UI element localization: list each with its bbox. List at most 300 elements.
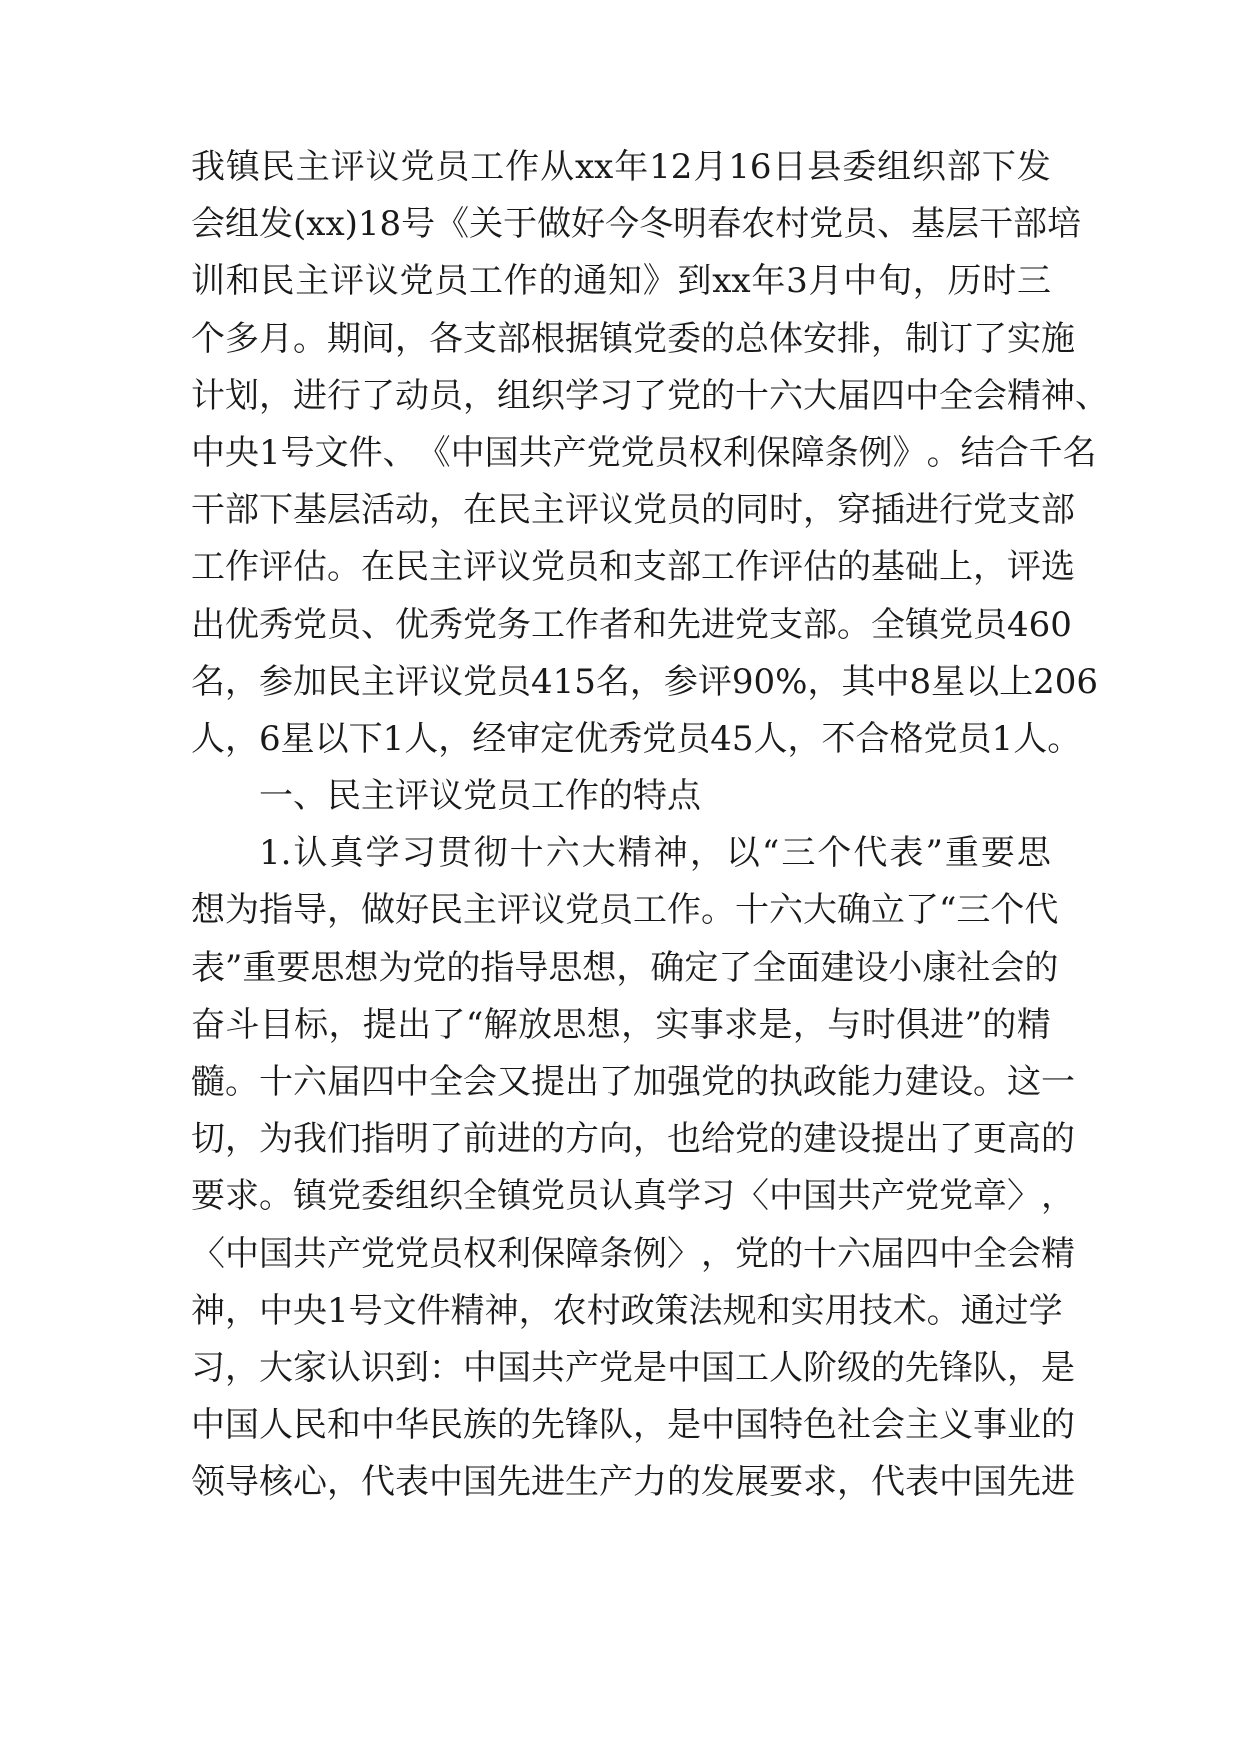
text-token: 是	[633, 1347, 667, 1388]
text-token: 上	[939, 547, 973, 588]
text-token: 党	[463, 604, 497, 645]
text-token: 时	[982, 261, 1017, 302]
text-token: 基	[911, 204, 946, 245]
text-token: 彻	[473, 833, 508, 874]
text-token: 部	[497, 318, 531, 359]
text-token: 员	[599, 890, 633, 931]
text-token: 党	[395, 1233, 429, 1274]
text-token: 部	[1013, 204, 1048, 245]
text-token: 个	[817, 833, 852, 874]
text-token: “	[465, 1004, 484, 1045]
text-token: 组	[395, 1176, 429, 1217]
text-token: 进	[531, 1462, 565, 1503]
text-token: 时	[861, 1004, 896, 1045]
text-token: 党	[599, 1347, 633, 1388]
text-token: 导	[225, 1462, 259, 1503]
text-token: 组	[225, 204, 259, 245]
text-token: 其	[841, 661, 876, 702]
text-token: 以	[725, 833, 760, 874]
text-line-18	[191, 1111, 1075, 1168]
text-token: 工	[470, 147, 505, 187]
text-line-20	[191, 1226, 1075, 1283]
text-token: 优	[225, 604, 259, 645]
text-token: 旬	[878, 261, 912, 302]
text-token: 。	[327, 547, 361, 588]
text-token: 工	[469, 261, 503, 302]
text-token: 的	[871, 1347, 905, 1388]
text-token: 学	[365, 833, 400, 874]
text-token: 阶	[803, 1347, 837, 1388]
text-token: 人	[404, 718, 439, 759]
text-token: 层	[945, 204, 980, 245]
text-token: 民	[497, 490, 531, 531]
text-token: 实	[1007, 318, 1041, 359]
text-token: 四	[361, 1062, 395, 1102]
text-line-16	[191, 997, 1051, 1054]
text-token: 实	[655, 1004, 690, 1045]
text-line-1	[191, 139, 1051, 196]
text-token: 级	[837, 1347, 871, 1388]
text-token: 到	[395, 1347, 429, 1388]
text-token: 员	[435, 147, 470, 187]
text-token: 在	[463, 490, 497, 531]
text-token: 和	[225, 261, 260, 302]
text-token: 基	[871, 547, 905, 588]
text-token: 我	[293, 1119, 327, 1160]
text-token: 文	[382, 1290, 417, 1331]
text-token: 进	[905, 490, 939, 531]
text-token: 会	[1007, 1233, 1041, 1274]
text-token: 四	[871, 375, 905, 416]
text-token: 参	[259, 661, 293, 702]
text-token: 做	[361, 890, 395, 931]
text-token: ，	[912, 261, 947, 302]
text-token: 同	[735, 490, 769, 531]
text-token: 员	[429, 375, 463, 416]
text-token: 先	[905, 1347, 939, 1388]
text-token: 党	[973, 490, 1007, 531]
text-token: ，	[633, 1119, 667, 1160]
text-token: 从	[540, 147, 575, 187]
text-token: 发	[701, 1462, 735, 1503]
text-token: 党	[463, 776, 497, 817]
text-token: 设	[854, 947, 889, 988]
text-token: 下	[259, 490, 293, 531]
text-token: 部	[667, 547, 701, 588]
text-token: 镇	[905, 604, 939, 645]
text-token: ，	[395, 318, 429, 359]
text-token: ，	[225, 661, 259, 702]
text-token: 穿	[837, 490, 871, 531]
text-token: 们	[327, 1119, 361, 1160]
text-token: 作	[565, 604, 599, 645]
text-token: 中	[875, 661, 910, 702]
text-token: 大	[803, 890, 837, 931]
text-token: 和	[327, 1405, 361, 1446]
text-token: 设	[939, 1062, 973, 1102]
text-token: 国	[484, 432, 519, 473]
text-token: 想	[586, 1004, 621, 1045]
text-token: 党	[399, 261, 434, 302]
text-token: 织	[531, 375, 565, 416]
text-token: ，	[225, 1347, 259, 1388]
text-token: 村	[775, 204, 810, 245]
text-token: 评	[769, 547, 803, 588]
text-token: 会	[990, 947, 1025, 988]
text-token: (xx)18	[293, 204, 402, 245]
text-token: 主	[429, 547, 463, 588]
text-line-11	[191, 711, 1082, 768]
text-token: 标	[294, 1004, 329, 1045]
text-token: 真	[633, 1176, 667, 1217]
text-token: 了	[718, 947, 753, 988]
text-line-22	[191, 1340, 1075, 1397]
text-token: 表	[905, 1462, 939, 1503]
text-token: 条	[824, 432, 859, 473]
text-line-24	[191, 1454, 1075, 1511]
text-token: 月	[693, 147, 728, 187]
text-token: 例	[633, 1233, 667, 1274]
text-token: 党	[939, 604, 973, 645]
text-token: 三	[956, 890, 991, 931]
text-token: ，	[633, 1405, 667, 1446]
text-token: 提	[362, 1004, 397, 1045]
text-token: 员	[843, 204, 878, 245]
text-token: ，	[1041, 1176, 1075, 1217]
text-token: 与	[827, 1004, 862, 1045]
text-token: 制	[905, 318, 939, 359]
text-token: 。	[293, 318, 327, 359]
text-token: 作	[225, 547, 259, 588]
text-token: 到	[677, 261, 712, 302]
text-token: 党	[531, 1176, 565, 1217]
text-token: 主	[361, 776, 395, 817]
text-token: 习	[701, 1176, 735, 1217]
text-token: 特	[769, 1405, 803, 1446]
text-token: 国	[701, 1347, 735, 1388]
text-token: 家	[293, 1347, 327, 1388]
text-token: 党	[412, 947, 447, 988]
text-token: 工	[701, 547, 735, 588]
text-token: 权	[688, 432, 723, 473]
text-token: 评	[259, 547, 293, 588]
text-token: 3	[786, 261, 808, 302]
text-token: 了	[973, 318, 1007, 359]
text-token: 重	[944, 833, 979, 874]
text-token: 的	[1041, 1119, 1075, 1160]
text-token: 的	[538, 261, 573, 302]
text-token: 指	[480, 947, 515, 988]
text-token: ，	[616, 947, 651, 988]
text-token: 强	[667, 1062, 701, 1102]
text-token: xx	[574, 147, 614, 187]
text-token: 的	[446, 947, 481, 988]
text-token: 。	[837, 604, 871, 645]
text-line-7	[191, 482, 1075, 539]
text-token: ，	[327, 1462, 361, 1503]
text-token: 1	[327, 1290, 349, 1331]
text-token: 精	[1007, 375, 1041, 416]
text-token: 民	[429, 890, 463, 931]
text-token: 工	[531, 604, 565, 645]
text-token: 切	[191, 1119, 225, 1160]
text-token: 员	[565, 547, 599, 588]
text-token: 导	[293, 890, 327, 931]
text-token: 好	[395, 890, 429, 931]
text-token: 利	[722, 432, 757, 473]
text-line-5	[191, 368, 1109, 425]
text-token: 章	[973, 1176, 1007, 1217]
text-token: 历	[947, 261, 982, 302]
text-token: 秀	[608, 718, 643, 759]
text-token: 工	[633, 890, 667, 931]
text-token: 中	[701, 1405, 735, 1446]
text-token: 员	[667, 490, 701, 531]
text-token: 安	[803, 318, 837, 359]
text-token: 识	[361, 1347, 395, 1388]
text-token: 秀	[259, 604, 293, 645]
text-token: 一	[1041, 1062, 1075, 1102]
text-token: 国	[803, 1176, 837, 1217]
text-token: 国	[497, 1347, 531, 1388]
text-token: 明	[673, 204, 708, 245]
text-token: 党	[327, 1176, 361, 1217]
text-token: 支	[463, 318, 497, 359]
text-token: 产	[327, 1233, 361, 1274]
text-token: 部	[225, 490, 259, 531]
text-token: 镇	[293, 1176, 327, 1217]
text-token: 《	[435, 204, 470, 245]
text-token: 员	[973, 604, 1007, 645]
text-token: ，	[225, 718, 259, 759]
text-token: 名	[595, 661, 630, 702]
text-token: 1	[991, 718, 1014, 759]
text-token: 支	[1007, 490, 1041, 531]
text-token: ，	[792, 1004, 827, 1045]
text-token: 先	[667, 604, 701, 645]
text-token: 能	[837, 1062, 871, 1102]
text-token: 中	[395, 1062, 429, 1102]
text-token: 委	[667, 318, 701, 359]
text-token: 员	[327, 604, 361, 645]
text-token: 社	[956, 947, 991, 988]
text-token: 组	[877, 147, 912, 187]
text-token: 一	[259, 776, 293, 817]
text-token: 的	[531, 1119, 565, 1160]
text-token: 代	[361, 1462, 395, 1503]
text-token: 执	[769, 1062, 803, 1102]
text-token: 中	[191, 432, 225, 473]
text-token: 提	[531, 1062, 565, 1102]
text-token: 先	[531, 1405, 565, 1446]
text-token: 12	[649, 147, 693, 187]
text-token: 日	[772, 147, 807, 187]
text-token: 作	[565, 776, 599, 817]
text-token: 层	[327, 490, 361, 531]
text-token: 认	[293, 833, 328, 874]
text-token: 我	[191, 147, 225, 187]
text-token: 号	[401, 204, 436, 245]
text-token: 中	[939, 1233, 973, 1274]
text-token: 六	[545, 833, 580, 874]
text-token: 设	[837, 1119, 871, 1160]
text-token: 学	[565, 375, 599, 416]
text-token: 给	[701, 1119, 735, 1160]
text-token: 锋	[565, 1405, 599, 1446]
text-token: 结	[960, 432, 995, 473]
text-token: 作	[667, 890, 701, 931]
text-token: 点	[667, 776, 701, 817]
text-token: 员	[565, 1176, 599, 1217]
text-token: 知	[608, 261, 642, 302]
text-token: 》	[642, 261, 677, 302]
text-token: ，	[1007, 1347, 1041, 1388]
text-token: 技	[858, 1290, 893, 1331]
text-token: 共	[518, 432, 553, 473]
text-token: 共	[293, 1233, 327, 1274]
text-token: 镇	[225, 147, 260, 187]
text-token: 。	[701, 890, 735, 931]
text-token: 想	[582, 947, 617, 988]
text-token: 45	[710, 718, 754, 759]
text-token: 是	[758, 1004, 793, 1045]
text-token: 学	[1028, 1290, 1063, 1331]
text-token: 法	[688, 1290, 723, 1331]
text-token: 〉	[667, 1233, 701, 1274]
text-token: 党	[463, 661, 497, 702]
text-token: 员	[957, 718, 992, 759]
text-token: 党	[531, 547, 565, 588]
text-token: 国	[973, 1462, 1007, 1503]
text-token: 小	[888, 947, 923, 988]
text-token: 工	[191, 547, 225, 588]
text-token: 六	[769, 890, 803, 931]
text-token: 解	[483, 1004, 518, 1045]
text-token: 民	[327, 661, 361, 702]
text-token: 发	[259, 204, 293, 245]
text-token: 的	[701, 490, 735, 531]
text-token: 作	[503, 261, 538, 302]
text-token: 障	[565, 1233, 599, 1274]
text-token: 十	[259, 1062, 293, 1102]
text-token: 议	[429, 776, 463, 817]
text-token: 心	[293, 1462, 327, 1503]
text-token: 审	[506, 718, 541, 759]
text-token: 。	[973, 1062, 1007, 1102]
text-token: ，	[803, 490, 837, 531]
text-token: 了	[429, 1119, 463, 1160]
text-token: 的	[701, 318, 735, 359]
text-token: ”	[964, 1004, 983, 1045]
text-token: 选	[1041, 547, 1075, 588]
text-token: 活	[361, 490, 395, 531]
text-token: 六	[769, 375, 803, 416]
text-token: 贯	[437, 833, 472, 874]
text-token: 要	[191, 1176, 225, 1217]
text-token: 国	[225, 1405, 259, 1446]
text-token: 》	[892, 432, 927, 473]
text-token: 共	[837, 1176, 871, 1217]
text-token: 体	[769, 318, 803, 359]
text-line-8	[191, 539, 1075, 596]
text-token: 大	[803, 375, 837, 416]
text-token: 在	[361, 547, 395, 588]
text-token: 要	[769, 1462, 803, 1503]
text-token: 四	[905, 1233, 939, 1274]
text-token: 间	[361, 318, 395, 359]
text-token: 神	[484, 1290, 519, 1331]
text-token: 计	[191, 375, 225, 416]
text-token: 党	[905, 1176, 939, 1217]
text-token: 工	[735, 1347, 769, 1388]
text-token: 个	[990, 890, 1025, 931]
text-token: 队	[973, 1347, 1007, 1388]
text-token: 多	[225, 318, 259, 359]
text-token: 展	[735, 1462, 769, 1503]
text-token: 的	[667, 1462, 701, 1503]
text-token: 206	[1033, 661, 1099, 702]
text-token: 委	[361, 1176, 395, 1217]
text-token: 460	[1007, 604, 1072, 645]
text-token: 党	[633, 318, 667, 359]
text-token: 评	[1007, 547, 1041, 588]
text-token: 、	[877, 204, 912, 245]
text-token: 建	[803, 1119, 837, 1160]
text-token: 党	[735, 604, 769, 645]
text-token: 星	[280, 718, 315, 759]
text-token: 了	[633, 375, 667, 416]
text-token: xx	[712, 261, 751, 302]
text-token: 进	[1041, 1462, 1075, 1503]
text-token: 的	[982, 1004, 1017, 1045]
text-token: 特	[633, 776, 667, 817]
text-token: 色	[803, 1405, 837, 1446]
text-token: 指	[259, 890, 293, 931]
text-token: 是	[667, 1405, 701, 1446]
text-token: 先	[497, 1462, 531, 1503]
text-token: 大	[581, 833, 616, 874]
text-token: 时	[769, 490, 803, 531]
text-token: 中	[463, 1347, 497, 1388]
text-token: 员	[497, 776, 531, 817]
text-token: 、	[293, 776, 327, 817]
text-token: 月	[259, 318, 293, 359]
text-token: 利	[497, 1233, 531, 1274]
text-token: 员	[654, 432, 689, 473]
text-token: 神	[653, 833, 688, 874]
text-token: 做	[537, 204, 572, 245]
text-token: 上	[999, 661, 1034, 702]
text-token: 加	[633, 1062, 667, 1102]
text-token: ”	[925, 833, 943, 874]
text-token: 评	[330, 147, 365, 187]
text-token: 保	[531, 1233, 565, 1274]
text-token: 支	[633, 547, 667, 588]
text-token: 先	[1007, 1462, 1041, 1503]
text-token: 格	[889, 718, 924, 759]
text-token: ，	[259, 375, 293, 416]
text-line-10	[191, 654, 1099, 711]
text-token: 中	[361, 1405, 395, 1446]
text-token: 。	[926, 432, 961, 473]
text-token: 俱	[895, 1004, 930, 1045]
text-token: 事	[973, 1405, 1007, 1446]
text-token: 政	[620, 1290, 655, 1331]
text-token: 了	[939, 1119, 973, 1160]
text-token: 力	[871, 1062, 905, 1102]
text-token: 根	[531, 318, 565, 359]
text-token: 中	[225, 1233, 259, 1274]
